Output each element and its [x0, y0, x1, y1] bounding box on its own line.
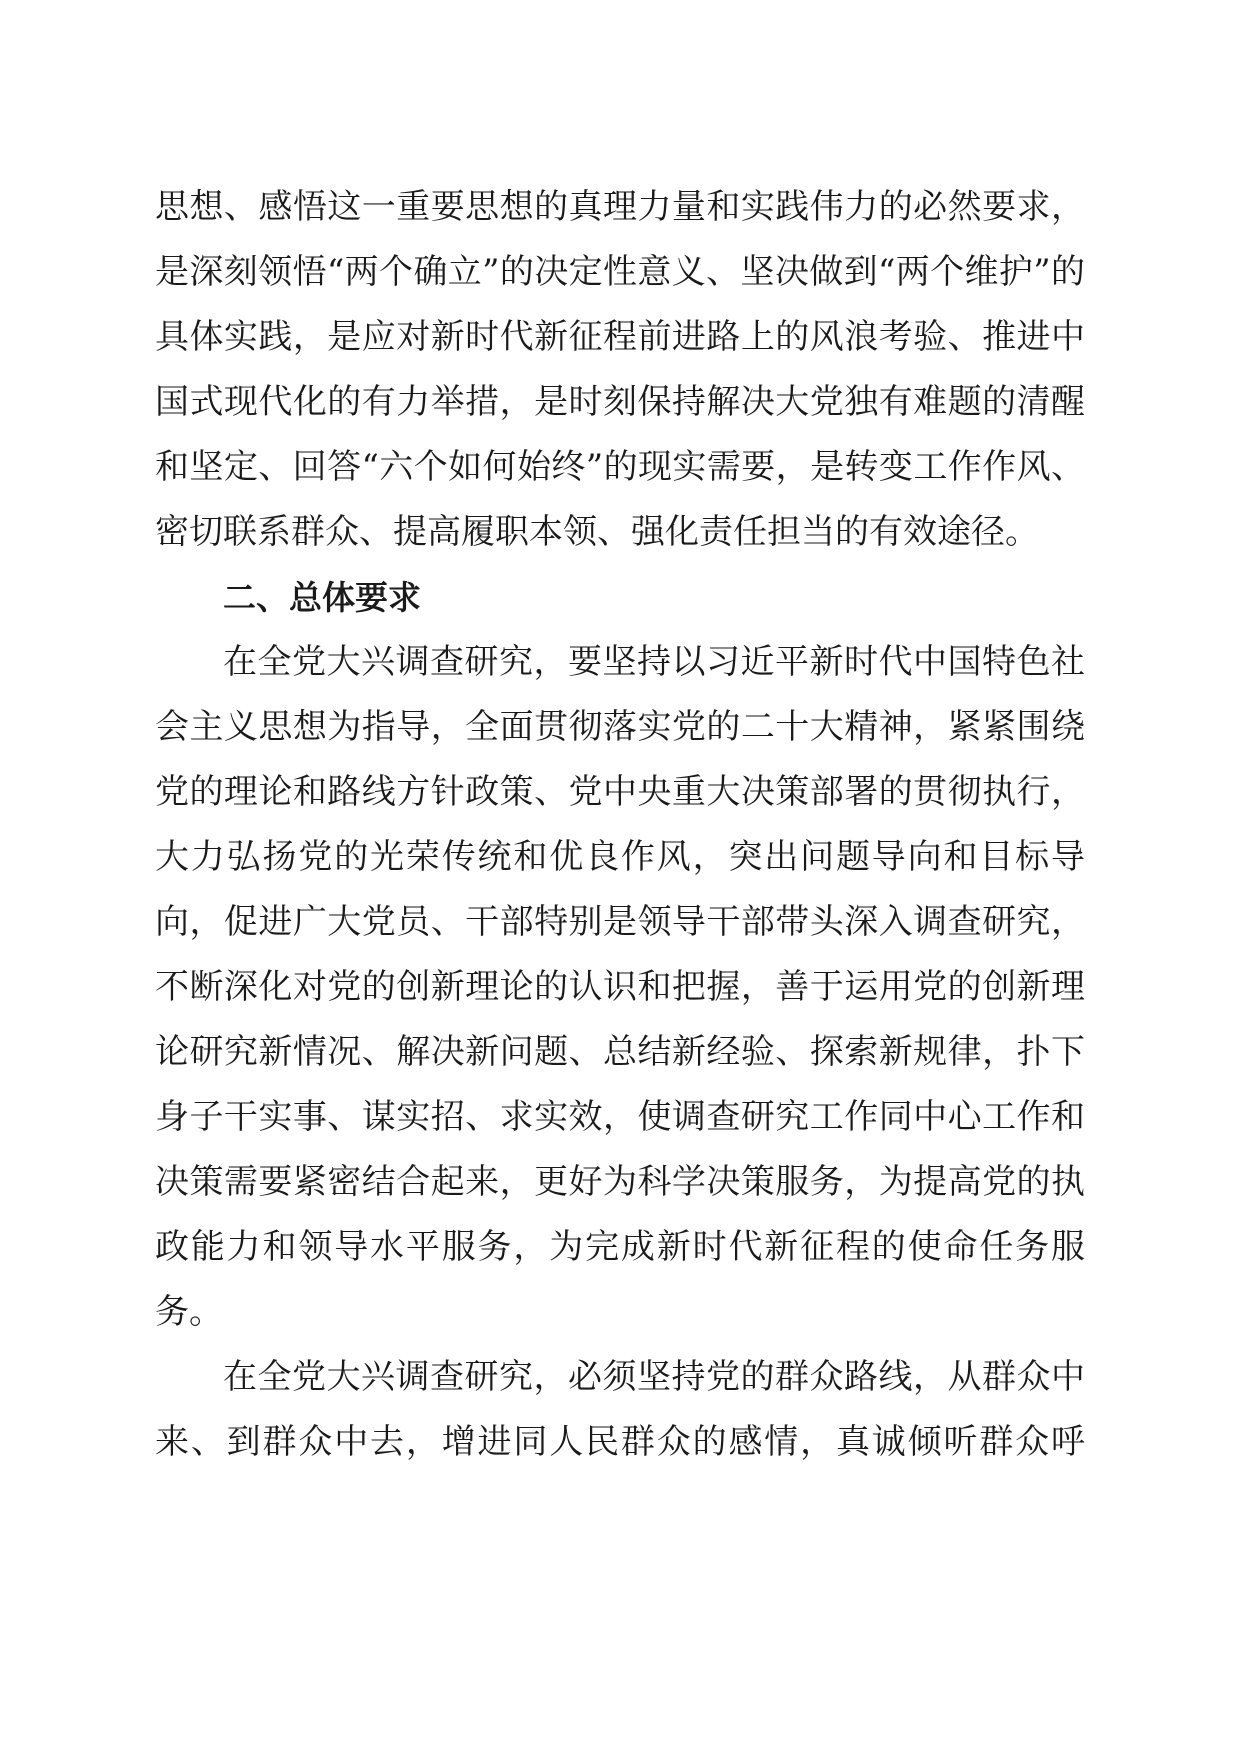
section-heading: 二、总体要求 [223, 578, 421, 617]
document-body [155, 175, 1085, 1475]
paragraph-overall-requirements: 在全党大兴调查研究，要坚持以习近平新时代中国特色社会主义思想为指导，全面贯彻落实党的二十大精神，紧紧围绕党的理论和路线方针政策、党中央重大决策部署的贯彻执行，大力弘扬党的光荣传统和优良作风，突出问题导向和目标导向，促进广大党员、干部特别是领导干部带头深入调查研究，不断深化对党的创新理论的认识和把握，善于运用党的创新理论研究新情况、解决新问题、总结新经验、探索新规律，扑下身子干实事、谋实招、求实效，使调查研究工作同中心工作和决策需要紧密结合起来，更好为科学决策服务，为提高党的执政能力和领导水平服务，为完成新时代新征程的使命任务服务。 [155, 642, 1085, 1332]
paragraph-mass-line: 在全党大兴调查研究，必须坚持党的群众路线，从群众中来、到群众中去，增进同人民群众的感情，真诚倾听群众呼 [155, 1357, 1085, 1462]
paragraph-continued: 思想、感悟这一重要思想的真理力量和实践伟力的必然要求，是深刻领悟“两个确立”的决定性意义、坚决做到“两个维护”的具体实践，是应对新时代新征程前进路上的风浪考验、推进中国式现代化的有力举措，是时刻保持解决大党独有难题的清醒和坚定、回答“六个如何始终”的现实需要，是转变工作作风、密切联系群众、提高履职本领、强化责任担当的有效途径。 [155, 187, 1085, 552]
